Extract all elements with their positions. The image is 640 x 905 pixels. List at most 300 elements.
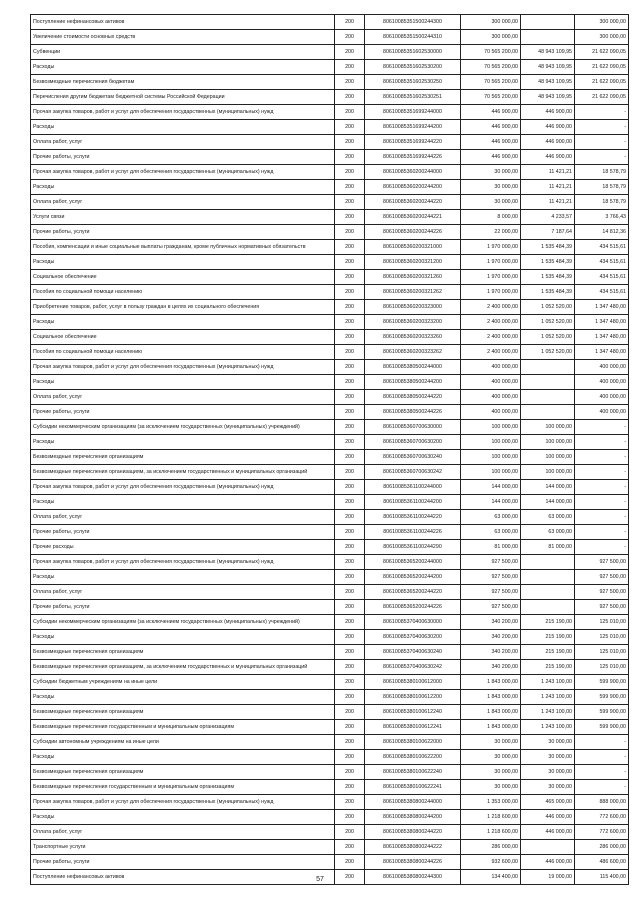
row-budget-code: 80610085365200244220: [365, 585, 461, 600]
row-executed: 100 000,00: [521, 450, 575, 465]
row-approved: 2 400 000,00: [461, 315, 521, 330]
row-name: Прочая закупка товаров, работ и услуг для обеспечения государственных (муниципальных) нужд: [31, 555, 335, 570]
row-budget-code: 80610085380100622200: [365, 750, 461, 765]
row-unexecuted: -: [575, 420, 629, 435]
row-executed: 215 190,00: [521, 660, 575, 675]
row-unexecuted: -: [575, 465, 629, 480]
row-approved: 340 200,00: [461, 630, 521, 645]
row-executed: 1 052 520,00: [521, 345, 575, 360]
row-budget-code: 80610085360700630000: [365, 420, 461, 435]
row-name: Социальное обеспечение: [31, 330, 335, 345]
row-approved: 70 565 200,00: [461, 60, 521, 75]
table-row: [31, 240, 629, 255]
row-executed: 446 900,00: [521, 150, 575, 165]
row-code: 200: [335, 600, 365, 615]
row-name: Прочие работы, услуги: [31, 600, 335, 615]
row-executed: 1 535 484,39: [521, 285, 575, 300]
table-row: [31, 225, 629, 240]
row-code: 200: [335, 75, 365, 90]
row-budget-code: 80610085370400630200: [365, 630, 461, 645]
row-budget-code: 80610085380800244222: [365, 840, 461, 855]
row-name: Прочая закупка товаров, работ и услуг для обеспечения государственных (муниципальных) нужд: [31, 360, 335, 375]
row-name: Приобретение товаров, работ, услуг в пользу граждан в целях их социального обеспечения: [31, 300, 335, 315]
row-code: 200: [335, 315, 365, 330]
row-name: Услуги связи: [31, 210, 335, 225]
table-row: [31, 255, 629, 270]
row-unexecuted: 125 010,00: [575, 660, 629, 675]
row-name: Прочая закупка товаров, работ и услуг для обеспечения государственных (муниципальных) нужд: [31, 165, 335, 180]
row-unexecuted: 599 900,00: [575, 720, 629, 735]
row-unexecuted: 14 812,36: [575, 225, 629, 240]
row-name: Перечисления другим бюджетам бюджетной системы Российской Федерации: [31, 90, 335, 105]
row-code: 200: [335, 30, 365, 45]
table-row: [31, 735, 629, 750]
row-approved: 286 000,00: [461, 840, 521, 855]
row-approved: 144 000,00: [461, 495, 521, 510]
table-row: [31, 150, 629, 165]
row-code: 200: [335, 270, 365, 285]
row-unexecuted: 486 600,00: [575, 855, 629, 870]
row-unexecuted: 927 500,00: [575, 600, 629, 615]
row-code: 200: [335, 570, 365, 585]
row-name: Прочая закупка товаров, работ и услуг для обеспечения государственных (муниципальных) нужд: [31, 795, 335, 810]
row-executed: 100 000,00: [521, 435, 575, 450]
table-row: [31, 615, 629, 630]
table-row: [31, 570, 629, 585]
row-code: 200: [335, 795, 365, 810]
row-name: Оплата работ, услуг: [31, 510, 335, 525]
row-unexecuted: -: [575, 150, 629, 165]
page-number: 57: [316, 876, 324, 883]
table-row: [31, 435, 629, 450]
row-name: Прочие расходы: [31, 540, 335, 555]
row-budget-code: 80610085360200244226: [365, 225, 461, 240]
row-budget-code: 80610085370400630240: [365, 645, 461, 660]
row-code: 200: [335, 525, 365, 540]
row-code: 200: [335, 690, 365, 705]
row-approved: 446 900,00: [461, 135, 521, 150]
row-approved: 100 000,00: [461, 450, 521, 465]
row-executed: 11 421,21: [521, 195, 575, 210]
row-approved: 30 000,00: [461, 195, 521, 210]
row-approved: 1 218 600,00: [461, 825, 521, 840]
table-row: [31, 300, 629, 315]
row-budget-code: 80610085365200244226: [365, 600, 461, 615]
row-executed: [521, 15, 575, 30]
row-code: 200: [335, 810, 365, 825]
row-unexecuted: 1 347 480,00: [575, 345, 629, 360]
table-row: [31, 600, 629, 615]
table-row: [31, 795, 629, 810]
row-unexecuted: -: [575, 525, 629, 540]
row-approved: 400 000,00: [461, 375, 521, 390]
row-executed: 1 243 100,00: [521, 720, 575, 735]
row-unexecuted: 772 600,00: [575, 825, 629, 840]
row-code: 200: [335, 60, 365, 75]
table-row: [31, 120, 629, 135]
table-row: [31, 360, 629, 375]
row-executed: 1 052 520,00: [521, 330, 575, 345]
row-unexecuted: -: [575, 480, 629, 495]
row-approved: 927 500,00: [461, 555, 521, 570]
row-unexecuted: -: [575, 540, 629, 555]
row-code: 200: [335, 435, 365, 450]
row-approved: 1 843 000,00: [461, 690, 521, 705]
row-approved: 100 000,00: [461, 465, 521, 480]
row-name: Прочие работы, услуги: [31, 225, 335, 240]
table-row: [31, 450, 629, 465]
row-executed: 446 000,00: [521, 825, 575, 840]
row-executed: 215 190,00: [521, 630, 575, 645]
row-executed: [521, 585, 575, 600]
table-row: [31, 270, 629, 285]
row-executed: 1 535 484,39: [521, 240, 575, 255]
row-budget-code: 80610085351602530000: [365, 45, 461, 60]
row-unexecuted: -: [575, 450, 629, 465]
row-unexecuted: -: [575, 765, 629, 780]
table-row: [31, 780, 629, 795]
row-unexecuted: 1 347 480,00: [575, 300, 629, 315]
table-row: [31, 330, 629, 345]
row-approved: 446 900,00: [461, 150, 521, 165]
table-row: [31, 45, 629, 60]
table-row: [31, 60, 629, 75]
row-executed: 465 000,00: [521, 795, 575, 810]
row-code: 200: [335, 285, 365, 300]
row-unexecuted: 927 500,00: [575, 585, 629, 600]
row-executed: 63 000,00: [521, 510, 575, 525]
row-unexecuted: 434 515,61: [575, 270, 629, 285]
row-budget-code: 80610085380800244300: [365, 870, 461, 885]
table-row: [31, 675, 629, 690]
row-code: 200: [335, 735, 365, 750]
row-unexecuted: 125 010,00: [575, 645, 629, 660]
row-name: Оплата работ, услуг: [31, 135, 335, 150]
row-budget-code: 80610085361100244226: [365, 525, 461, 540]
row-executed: 144 000,00: [521, 495, 575, 510]
row-code: 200: [335, 675, 365, 690]
row-code: 200: [335, 390, 365, 405]
table-row: [31, 630, 629, 645]
row-name: Безвозмездные перечисления организациям: [31, 705, 335, 720]
row-code: 200: [335, 120, 365, 135]
table-row: [31, 345, 629, 360]
row-budget-code: 80610085380500244220: [365, 390, 461, 405]
row-approved: 340 200,00: [461, 615, 521, 630]
row-executed: 1 243 100,00: [521, 675, 575, 690]
row-budget-code: 80610085351699244200: [365, 120, 461, 135]
row-unexecuted: -: [575, 135, 629, 150]
table-row: [31, 375, 629, 390]
row-code: 200: [335, 345, 365, 360]
row-code: 200: [335, 375, 365, 390]
row-budget-code: 80610085361100244000: [365, 480, 461, 495]
table-row: [31, 75, 629, 90]
table-row: [31, 135, 629, 150]
row-name: Пособия по социальной помощи населению: [31, 285, 335, 300]
row-name: Субсидии автономным учреждениям на иные цели: [31, 735, 335, 750]
table-row: [31, 105, 629, 120]
row-approved: 63 000,00: [461, 525, 521, 540]
row-budget-code: 80610085360200323260: [365, 330, 461, 345]
row-unexecuted: 21 622 090,05: [575, 60, 629, 75]
row-code: 200: [335, 855, 365, 870]
row-code: 200: [335, 750, 365, 765]
row-budget-code: 80610085351699244226: [365, 150, 461, 165]
row-name: Субсидии некоммерческим организациям (за исключением государственных (муниципальных) учреждений): [31, 420, 335, 435]
row-budget-code: 80610085351602530250: [365, 75, 461, 90]
table-row: [31, 405, 629, 420]
row-code: 200: [335, 870, 365, 885]
row-unexecuted: 434 515,61: [575, 285, 629, 300]
table-row: [31, 825, 629, 840]
row-approved: 927 500,00: [461, 600, 521, 615]
row-name: Прочая закупка товаров, работ и услуг для обеспечения государственных (муниципальных) нужд: [31, 480, 335, 495]
row-unexecuted: -: [575, 435, 629, 450]
row-executed: [521, 555, 575, 570]
row-budget-code: 80610085361100244200: [365, 495, 461, 510]
row-name: Безвозмездные перечисления организациям: [31, 645, 335, 660]
row-code: 200: [335, 420, 365, 435]
row-budget-code: 80610085380100612200: [365, 690, 461, 705]
row-approved: 340 200,00: [461, 660, 521, 675]
row-executed: [521, 375, 575, 390]
row-name: Прочая закупка товаров, работ и услуг для обеспечения государственных (муниципальных) нужд: [31, 105, 335, 120]
row-code: 200: [335, 105, 365, 120]
row-executed: 48 943 109,95: [521, 90, 575, 105]
row-unexecuted: 400 000,00: [575, 405, 629, 420]
row-code: 200: [335, 780, 365, 795]
row-approved: 446 900,00: [461, 120, 521, 135]
row-budget-code: 80610085351602530251: [365, 90, 461, 105]
row-name: Оплата работ, услуг: [31, 390, 335, 405]
table-row: [31, 495, 629, 510]
row-code: 200: [335, 540, 365, 555]
table-row: [31, 705, 629, 720]
row-code: 200: [335, 300, 365, 315]
row-code: 200: [335, 15, 365, 30]
row-unexecuted: 18 578,79: [575, 180, 629, 195]
table-row: [31, 465, 629, 480]
row-budget-code: 80610085380500244226: [365, 405, 461, 420]
row-approved: 1 353 000,00: [461, 795, 521, 810]
row-unexecuted: 286 000,00: [575, 840, 629, 855]
row-name: Оплата работ, услуг: [31, 585, 335, 600]
row-name: Расходы: [31, 60, 335, 75]
table-row: [31, 525, 629, 540]
row-executed: 446 900,00: [521, 135, 575, 150]
row-budget-code: 80610085380800244226: [365, 855, 461, 870]
row-executed: 30 000,00: [521, 765, 575, 780]
row-budget-code: 80610085380100612241: [365, 720, 461, 735]
row-approved: 2 400 000,00: [461, 300, 521, 315]
row-budget-code: 80610085380100612000: [365, 675, 461, 690]
row-budget-code: 80610085360200321200: [365, 255, 461, 270]
row-name: Расходы: [31, 750, 335, 765]
row-name: Увеличение стоимости основных средств: [31, 30, 335, 45]
row-executed: 63 000,00: [521, 525, 575, 540]
row-approved: 70 565 200,00: [461, 75, 521, 90]
row-code: 200: [335, 210, 365, 225]
row-code: 200: [335, 450, 365, 465]
row-unexecuted: 3 766,43: [575, 210, 629, 225]
row-executed: 48 943 109,95: [521, 45, 575, 60]
row-budget-code: 80610085360200244200: [365, 180, 461, 195]
row-approved: 2 400 000,00: [461, 345, 521, 360]
table-row: [31, 855, 629, 870]
row-budget-code: 80610085360200321262: [365, 285, 461, 300]
row-budget-code: 80610085360200244000: [365, 165, 461, 180]
row-budget-code: 80610085380500244000: [365, 360, 461, 375]
row-executed: [521, 30, 575, 45]
row-name: Расходы: [31, 435, 335, 450]
row-approved: 70 565 200,00: [461, 90, 521, 105]
row-executed: 1 535 484,39: [521, 255, 575, 270]
row-budget-code: 80610085360200321260: [365, 270, 461, 285]
row-budget-code: 80610085351500244300: [365, 15, 461, 30]
row-name: Безвозмездные перечисления организациям, за исключением государственных и муниципальных организаций: [31, 660, 335, 675]
row-executed: 1 535 484,39: [521, 270, 575, 285]
row-unexecuted: 400 000,00: [575, 360, 629, 375]
row-code: 200: [335, 150, 365, 165]
row-approved: 134 400,00: [461, 870, 521, 885]
row-executed: 30 000,00: [521, 750, 575, 765]
row-name: Расходы: [31, 120, 335, 135]
row-approved: 1 970 000,00: [461, 285, 521, 300]
row-unexecuted: 599 900,00: [575, 690, 629, 705]
row-unexecuted: -: [575, 495, 629, 510]
row-budget-code: 80610085380100622241: [365, 780, 461, 795]
row-code: 200: [335, 765, 365, 780]
row-executed: [521, 570, 575, 585]
row-budget-code: 80610085380800244000: [365, 795, 461, 810]
row-unexecuted: 599 900,00: [575, 705, 629, 720]
table-row: [31, 750, 629, 765]
row-executed: 215 190,00: [521, 615, 575, 630]
row-name: Субвенции: [31, 45, 335, 60]
row-name: Прочие работы, услуги: [31, 150, 335, 165]
table-row: [31, 480, 629, 495]
row-executed: [521, 390, 575, 405]
row-code: 200: [335, 45, 365, 60]
row-budget-code: 80610085351699244000: [365, 105, 461, 120]
row-unexecuted: 1 347 480,00: [575, 330, 629, 345]
row-unexecuted: 400 000,00: [575, 375, 629, 390]
row-executed: 446 900,00: [521, 105, 575, 120]
row-name: Субсидии некоммерческим организациям (за исключением государственных (муниципальных) учреждений): [31, 615, 335, 630]
row-unexecuted: -: [575, 510, 629, 525]
row-approved: 30 000,00: [461, 735, 521, 750]
row-budget-code: 80610085360200323262: [365, 345, 461, 360]
row-executed: 7 187,64: [521, 225, 575, 240]
table-row: [31, 420, 629, 435]
row-code: 200: [335, 555, 365, 570]
table-row: [31, 285, 629, 300]
row-code: 200: [335, 405, 365, 420]
row-approved: 400 000,00: [461, 405, 521, 420]
table-row: [31, 315, 629, 330]
row-approved: 1 970 000,00: [461, 255, 521, 270]
row-approved: 1 843 000,00: [461, 675, 521, 690]
row-budget-code: 80610085360700630242: [365, 465, 461, 480]
row-unexecuted: 1 347 480,00: [575, 315, 629, 330]
row-name: Поступление нефинансовых активов: [31, 15, 335, 30]
row-executed: 100 000,00: [521, 420, 575, 435]
row-budget-code: 80610085380800244200: [365, 810, 461, 825]
row-executed: 1 052 520,00: [521, 315, 575, 330]
row-code: 200: [335, 510, 365, 525]
row-executed: 1 243 100,00: [521, 690, 575, 705]
table-row: [31, 15, 629, 30]
row-executed: 446 900,00: [521, 120, 575, 135]
table-row: [31, 690, 629, 705]
row-approved: 30 000,00: [461, 165, 521, 180]
row-name: Оплата работ, услуг: [31, 825, 335, 840]
row-name: Транспортные услуги: [31, 840, 335, 855]
row-name: Безвозмездные перечисления организациям, за исключением государственных и муниципальных организаций: [31, 465, 335, 480]
row-executed: 4 233,57: [521, 210, 575, 225]
row-approved: 70 565 200,00: [461, 45, 521, 60]
row-approved: 81 000,00: [461, 540, 521, 555]
row-unexecuted: 21 622 090,05: [575, 45, 629, 60]
row-budget-code: 80610085380800244220: [365, 825, 461, 840]
row-name: Безвозмездные перечисления государственным и муниципальным организациям: [31, 720, 335, 735]
row-budget-code: 80610085380100622000: [365, 735, 461, 750]
table-row: [31, 645, 629, 660]
row-code: 200: [335, 480, 365, 495]
row-code: 200: [335, 645, 365, 660]
row-code: 200: [335, 585, 365, 600]
row-name: Прочие работы, услуги: [31, 405, 335, 420]
row-unexecuted: 300 000,00: [575, 30, 629, 45]
row-budget-code: 80610085361100244290: [365, 540, 461, 555]
row-budget-code: 80610085351699244220: [365, 135, 461, 150]
row-name: Расходы: [31, 690, 335, 705]
row-code: 200: [335, 135, 365, 150]
row-unexecuted: 888 000,00: [575, 795, 629, 810]
row-unexecuted: -: [575, 780, 629, 795]
row-budget-code: 80610085380100622240: [365, 765, 461, 780]
row-name: Безвозмездные перечисления бюджетам: [31, 75, 335, 90]
row-executed: 30 000,00: [521, 780, 575, 795]
table-row: [31, 90, 629, 105]
row-code: 200: [335, 720, 365, 735]
table-row: [31, 660, 629, 675]
budget-execution-table: [30, 14, 629, 885]
row-name: Расходы: [31, 810, 335, 825]
table-row: [31, 510, 629, 525]
row-approved: 100 000,00: [461, 420, 521, 435]
row-unexecuted: 599 900,00: [575, 675, 629, 690]
report-table-container: [30, 14, 628, 885]
row-approved: 22 000,00: [461, 225, 521, 240]
row-budget-code: 80610085370400630242: [365, 660, 461, 675]
row-unexecuted: 125 010,00: [575, 615, 629, 630]
row-unexecuted: 21 622 090,05: [575, 90, 629, 105]
row-unexecuted: 927 500,00: [575, 555, 629, 570]
table-row: [31, 555, 629, 570]
row-name: Безвозмездные перечисления государственным и муниципальным организациям: [31, 780, 335, 795]
row-approved: 144 000,00: [461, 480, 521, 495]
row-approved: 400 000,00: [461, 360, 521, 375]
row-code: 200: [335, 660, 365, 675]
row-executed: 30 000,00: [521, 735, 575, 750]
row-name: Пособия по социальной помощи населению: [31, 345, 335, 360]
row-executed: [521, 840, 575, 855]
row-executed: [521, 600, 575, 615]
table-row: [31, 840, 629, 855]
row-approved: 400 000,00: [461, 390, 521, 405]
